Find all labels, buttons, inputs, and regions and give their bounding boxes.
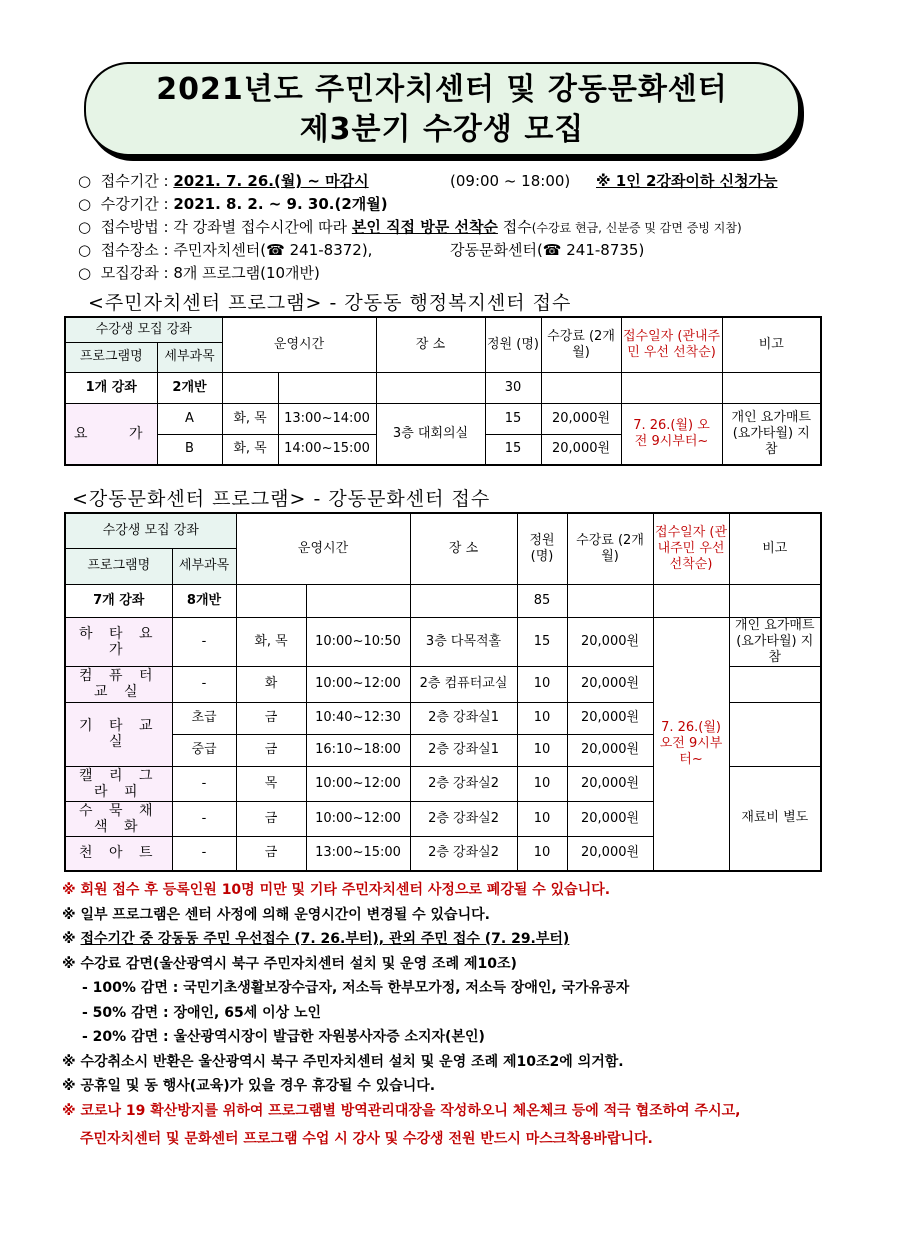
note-reduction-100: - 100% 감면 : 국민기초생활보장수급자, 저소득 한부모가정, 저소득 장애인, 국가유공자 bbox=[82, 980, 630, 996]
days: 금 bbox=[236, 836, 306, 871]
capacity: 15 bbox=[485, 434, 541, 465]
header-fee: 수강료 (2개월) bbox=[567, 513, 653, 584]
fee: 20,000원 bbox=[541, 403, 621, 434]
program-name: 캘 리 그 라 피 bbox=[65, 766, 172, 801]
note-holiday: ※ 공휴일 및 동 행사(교육)가 있을 경우 휴강될 수 있습니다. bbox=[62, 1078, 436, 1094]
course-period-value: 2021. 8. 2. ~ 9. 30.(2개월) bbox=[173, 195, 388, 213]
header-fee: 수강료 (2개월) bbox=[541, 317, 621, 372]
total-program: 7개 강좌 bbox=[65, 584, 172, 617]
title-box bbox=[84, 62, 800, 156]
subject: B bbox=[157, 434, 222, 465]
program-name: 기 타 교 실 bbox=[65, 702, 172, 766]
capacity: 10 bbox=[517, 836, 567, 871]
note-refund: ※ 수강취소시 반환은 울산광역시 북구 주민자치센터 설치 및 운영 조례 제10조2에 의거함. bbox=[62, 1053, 624, 1070]
time: 10:00~12:00 bbox=[306, 666, 410, 702]
total-capacity: 85 bbox=[517, 584, 567, 617]
note-mask: 주민자치센터 및 문화센터 프로그램 수업 시 강사 및 수강생 전원 반드시 마스크착용바랍니다. bbox=[80, 1131, 653, 1147]
capacity: 15 bbox=[517, 617, 567, 666]
capacity: 10 bbox=[517, 801, 567, 836]
subject: 초급 bbox=[172, 702, 236, 734]
bullet-circle: ○ bbox=[78, 172, 92, 190]
bullet-circle: ○ bbox=[78, 264, 92, 282]
bullet-circle: ○ bbox=[78, 195, 92, 213]
culture-center-table bbox=[64, 512, 822, 872]
table-row bbox=[65, 403, 821, 434]
info-row-method bbox=[78, 216, 878, 239]
info-block bbox=[78, 170, 878, 285]
fee: 20,000원 bbox=[567, 702, 653, 734]
subject: 중급 bbox=[172, 734, 236, 766]
total-capacity: 30 bbox=[485, 372, 541, 403]
info-row-place bbox=[78, 239, 878, 262]
place: 2층 강좌실2 bbox=[410, 766, 517, 801]
note: 개인 요가매트 (요가타월) 지참 bbox=[729, 617, 821, 666]
total-subject: 8개반 bbox=[172, 584, 236, 617]
time: 10:00~12:00 bbox=[306, 801, 410, 836]
method-text-post: 접수 bbox=[502, 218, 532, 236]
method-highlight: 본인 직접 방문 선착순 bbox=[351, 218, 498, 236]
info-label: 접수장소 : bbox=[100, 241, 169, 259]
subject: - bbox=[172, 617, 236, 666]
total-program: 1개 강좌 bbox=[65, 372, 157, 403]
fee: 20,000원 bbox=[567, 734, 653, 766]
header-recruit: 수강생 모집 강좌 bbox=[65, 317, 222, 342]
header-program: 프로그램명 bbox=[65, 548, 172, 584]
program-name: 수 묵 채 색 화 bbox=[65, 801, 172, 836]
days: 화, 목 bbox=[222, 403, 278, 434]
time: 10:00~10:50 bbox=[306, 617, 410, 666]
note-reduction-20: - 20% 감면 : 울산광역시장이 발급한 자원봉사자증 소지자(본인) bbox=[82, 1029, 485, 1045]
header-subject: 세부과목 bbox=[157, 342, 222, 372]
header-note: 비고 bbox=[722, 317, 821, 372]
time: 14:00~15:00 bbox=[278, 434, 376, 465]
application-period-value: 2021. 7. 26.(월) ~ 마감시 bbox=[173, 172, 369, 190]
note-fee-reduction: ※ 수강료 감면(울산광역시 북구 주민자치센터 설치 및 운영 조례 제10조) bbox=[62, 955, 517, 972]
header-capacity: 정원 (명) bbox=[485, 317, 541, 372]
info-label: 접수기간 : bbox=[100, 172, 169, 190]
program-name: 컴 퓨 터 교 실 bbox=[65, 666, 172, 702]
capacity: 10 bbox=[517, 734, 567, 766]
method-text: 각 강좌별 접수시간에 따라 bbox=[173, 218, 348, 236]
header-recruit: 수강생 모집 강좌 bbox=[65, 513, 236, 548]
bullet-circle: ○ bbox=[78, 218, 92, 236]
days: 금 bbox=[236, 702, 306, 734]
header-program: 프로그램명 bbox=[65, 342, 157, 372]
table-row-total bbox=[65, 584, 821, 617]
info-label: 수강기간 : bbox=[100, 195, 169, 213]
application-hours: (09:00 ~ 18:00) bbox=[450, 172, 571, 190]
title-line-1: 2021년도 주민자치센터 및 강동문화센터 bbox=[156, 72, 728, 107]
note-cancellation: ※ 회원 접수 후 등록인원 10명 미만 및 기타 주민자치센터 사정으로 폐강될 수 있습니다. bbox=[62, 882, 611, 898]
header-date: 접수일자 (관내주민 우선 선착순) bbox=[653, 513, 729, 584]
header-subject: 세부과목 bbox=[172, 548, 236, 584]
note: 개인 요가매트 (요가타월) 지참 bbox=[722, 403, 821, 465]
note: 재료비 별도 bbox=[729, 766, 821, 871]
time: 10:00~12:00 bbox=[306, 766, 410, 801]
note-covid: ※ 코로나 19 확산방지를 위하여 프로그램별 방역관리대장을 작성하오니 체온체크 등에 적극 협조하여 주시고, bbox=[62, 1102, 741, 1119]
fee: 20,000원 bbox=[567, 801, 653, 836]
note-reduction-50: - 50% 감면 : 장애인, 65세 이상 노인 bbox=[82, 1004, 322, 1021]
place-community-center: 주민자치센터(☎ 241-8372), bbox=[173, 241, 373, 259]
place-culture-center: 강동문화센터(☎ 241-8735) bbox=[450, 241, 645, 259]
header-time: 운영시간 bbox=[236, 513, 410, 584]
time: 13:00~15:00 bbox=[306, 836, 410, 871]
fee: 20,000원 bbox=[567, 666, 653, 702]
header-place: 장 소 bbox=[376, 317, 485, 372]
info-row-courses bbox=[78, 262, 878, 285]
table-row-total bbox=[65, 372, 821, 403]
info-row-application-period bbox=[78, 170, 878, 193]
program-name: 천 아 트 bbox=[65, 836, 172, 871]
fee: 20,000원 bbox=[541, 434, 621, 465]
info-label: 모집강좌 : bbox=[100, 264, 169, 282]
community-center-table bbox=[64, 316, 822, 466]
section2-title: <강동문화센터 프로그램> - 강동문화센터 접수 bbox=[72, 488, 491, 510]
table-row bbox=[65, 617, 821, 666]
place: 3층 다목적홀 bbox=[410, 617, 517, 666]
time: 16:10~18:00 bbox=[306, 734, 410, 766]
program-name: 하 타 요 가 bbox=[65, 617, 172, 666]
total-subject: 2개반 bbox=[157, 372, 222, 403]
subject: - bbox=[172, 836, 236, 871]
header-place: 장 소 bbox=[410, 513, 517, 584]
header-time: 운영시간 bbox=[222, 317, 376, 372]
place: 2층 강좌실1 bbox=[410, 702, 517, 734]
method-requirements: (수강료 현금, 신분증 및 감면 증빙 지참) bbox=[531, 221, 742, 235]
header-date: 접수일자 (관내주민 우선 선착순) bbox=[621, 317, 722, 372]
application-limit-note: ※ 1인 2강좌이하 신청가능 bbox=[596, 172, 778, 190]
days: 금 bbox=[236, 734, 306, 766]
info-row-course-period bbox=[78, 193, 878, 216]
days: 화 bbox=[236, 666, 306, 702]
days: 화, 목 bbox=[236, 617, 306, 666]
days: 금 bbox=[236, 801, 306, 836]
time: 10:40~12:30 bbox=[306, 702, 410, 734]
bullet-circle: ○ bbox=[78, 241, 92, 259]
days: 목 bbox=[236, 766, 306, 801]
application-date: 7. 26.(월) 오전 9시부터~ bbox=[653, 617, 729, 871]
days: 화, 목 bbox=[222, 434, 278, 465]
fee: 20,000원 bbox=[567, 617, 653, 666]
header-note: 비고 bbox=[729, 513, 821, 584]
section1-title: <주민자치센터 프로그램> - 강동동 행정복지센터 접수 bbox=[88, 292, 572, 314]
subject: - bbox=[172, 766, 236, 801]
fee: 20,000원 bbox=[567, 766, 653, 801]
place: 2층 강좌실1 bbox=[410, 734, 517, 766]
notes-block bbox=[62, 878, 862, 1152]
fee: 20,000원 bbox=[567, 836, 653, 871]
place: 2층 컴퓨터교실 bbox=[410, 666, 517, 702]
place: 2층 강좌실2 bbox=[410, 801, 517, 836]
header-capacity: 정원 (명) bbox=[517, 513, 567, 584]
subject: A bbox=[157, 403, 222, 434]
capacity: 10 bbox=[517, 766, 567, 801]
program-name: 요 가 bbox=[65, 403, 157, 465]
note-priority bbox=[62, 927, 862, 952]
capacity: 15 bbox=[485, 403, 541, 434]
capacity: 10 bbox=[517, 666, 567, 702]
place: 2층 강좌실2 bbox=[410, 836, 517, 871]
subject: - bbox=[172, 801, 236, 836]
subject: - bbox=[172, 666, 236, 702]
note-schedule-change: ※ 일부 프로그램은 센터 사정에 의해 운영시간이 변경될 수 있습니다. bbox=[62, 906, 490, 923]
place: 3층 대회의실 bbox=[376, 403, 485, 465]
application-date: 7. 26.(월) 오전 9시부터~ bbox=[621, 403, 722, 465]
time: 13:00~14:00 bbox=[278, 403, 376, 434]
note-mark: ※ bbox=[62, 931, 76, 947]
courses-count: 8개 프로그램(10개반) bbox=[173, 264, 320, 282]
capacity: 10 bbox=[517, 702, 567, 734]
info-label: 접수방법 : bbox=[100, 218, 169, 236]
title-line-2: 제3분기 수강생 모집 bbox=[299, 112, 585, 147]
note-priority-text: 접수기간 중 강동동 주민 우선접수 (7. 26.부터), 관외 주민 접수 (7. 29.부터) bbox=[80, 931, 570, 947]
